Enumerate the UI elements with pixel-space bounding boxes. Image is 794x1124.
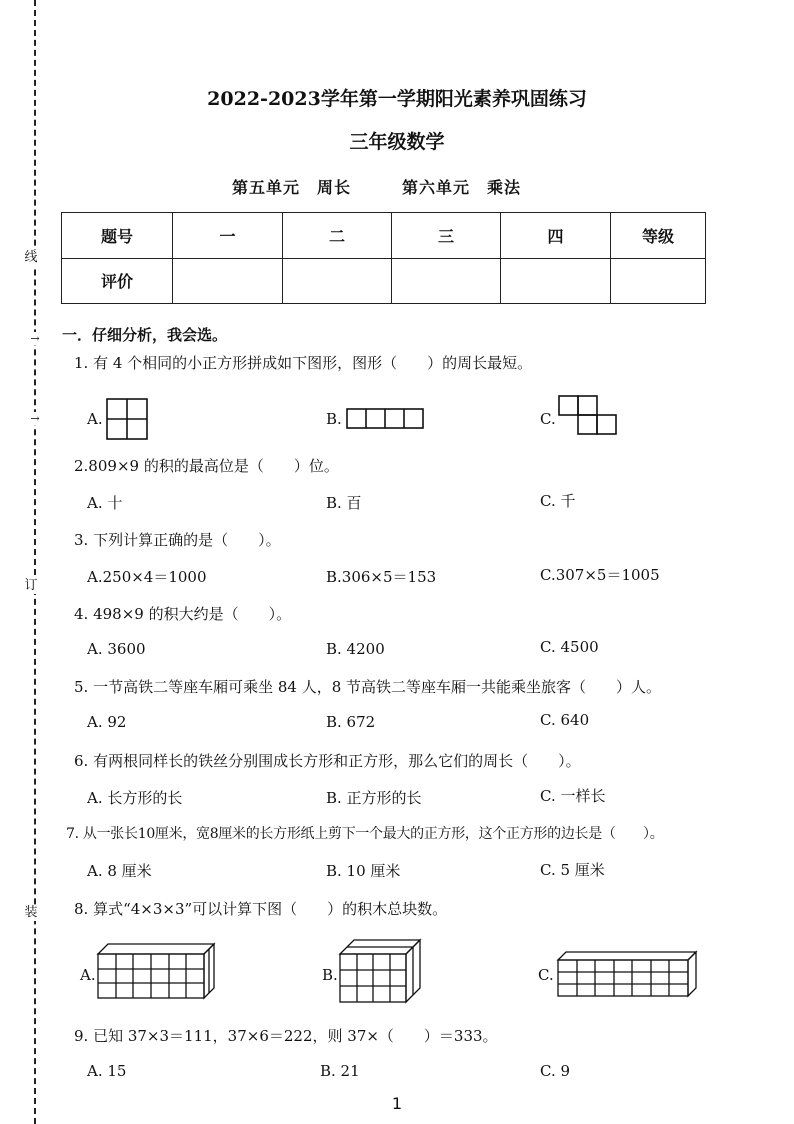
score-cell-header: 二 bbox=[283, 213, 392, 259]
q1-figure-b-row bbox=[346, 408, 426, 430]
question-4: 4. 498×9 的积大约是（ ）。 bbox=[74, 605, 292, 623]
q3-option-a: A.250×4＝1000 bbox=[87, 568, 207, 586]
q9-option-c: C. 9 bbox=[540, 1062, 571, 1080]
q1-option-c: C. bbox=[540, 410, 556, 428]
score-cell-empty bbox=[611, 258, 706, 304]
question-1: 1. 有 4 个相同的小正方形拼成如下图形，图形（ ）的周长最短。 bbox=[74, 354, 533, 372]
q8-option-c: C. bbox=[538, 966, 554, 984]
score-cell-header: 四 bbox=[501, 213, 611, 259]
binding-label-install: 装 bbox=[18, 905, 44, 921]
question-9: 9. 已知 37×3＝111，37×6＝222，则 37×（ ）＝333。 bbox=[74, 1027, 498, 1045]
binding-arrow-1: → bbox=[26, 332, 44, 345]
q8-figure-a-blocks bbox=[96, 942, 216, 1002]
score-cell-header: 等级 bbox=[611, 213, 706, 259]
q2-option-a: A. 十 bbox=[87, 494, 123, 512]
question-6: 6. 有两根同样长的铁丝分别围成长方形和正方形，那么它们的周长（ ）。 bbox=[74, 752, 581, 770]
page-number: 1 bbox=[391, 1094, 403, 1113]
q7-option-b: B. 10 厘米 bbox=[326, 862, 401, 880]
q2-option-b: B. 百 bbox=[326, 494, 362, 512]
q8-option-a: A. bbox=[80, 966, 96, 984]
q3-option-b: B.306×5＝153 bbox=[326, 568, 437, 586]
score-cell-empty bbox=[283, 258, 392, 304]
q7-option-a: A. 8 厘米 bbox=[87, 862, 152, 880]
score-cell-header: 一 bbox=[173, 213, 283, 259]
question-2: 2.809×9 的积的最高位是（ ）位。 bbox=[74, 457, 339, 475]
q6-option-b: B. 正方形的长 bbox=[326, 789, 422, 807]
q3-option-c: C.307×5＝1005 bbox=[540, 566, 660, 584]
score-cell-empty bbox=[173, 258, 283, 304]
q8-option-b: B. bbox=[322, 966, 338, 984]
q8-figure-c-blocks bbox=[556, 950, 698, 998]
binding-label-line: 线 bbox=[18, 250, 44, 266]
q1-figure-c-zigzag bbox=[558, 395, 620, 437]
q1-option-b: B. bbox=[326, 410, 342, 428]
q6-option-a: A. 长方形的长 bbox=[87, 789, 183, 807]
q5-option-a: A. 92 bbox=[87, 713, 127, 731]
q7-option-c: C. 5 厘米 bbox=[540, 861, 605, 879]
unit5-label: 第五单元 周长 bbox=[232, 178, 352, 197]
score-table-header-row bbox=[62, 213, 706, 259]
binding-arrow-2: → bbox=[26, 412, 44, 425]
page-subtitle: 三年级数学 bbox=[349, 131, 445, 153]
question-8: 8. 算式“4×3×3”可以计算下图（ ）的积木总块数。 bbox=[74, 900, 448, 918]
score-cell-empty bbox=[392, 258, 501, 304]
q1-option-a: A. bbox=[87, 410, 103, 428]
q5-option-b: B. 672 bbox=[326, 713, 376, 731]
question-3: 3. 下列计算正确的是（ ）。 bbox=[74, 531, 281, 549]
q5-option-c: C. 640 bbox=[540, 711, 590, 729]
question-5: 5. 一节高铁二等座车厢可乘坐 84 人，8 节高铁二等座车厢一共能乘坐旅客（ ）人。 bbox=[74, 678, 662, 696]
q1-figure-a-square bbox=[106, 398, 148, 440]
q6-option-c: C. 一样长 bbox=[540, 787, 606, 805]
q9-option-b: B. 21 bbox=[320, 1062, 360, 1080]
q8-figure-b-blocks bbox=[338, 938, 422, 1004]
q4-option-a: A. 3600 bbox=[87, 640, 146, 658]
question-7: 7. 从一张长10厘米，宽8厘米的长方形纸上剪下一个最大的正方形，这个正方形的边长是（ ）。 bbox=[66, 826, 664, 842]
score-cell-header: 三 bbox=[392, 213, 501, 259]
score-cell-empty bbox=[501, 258, 611, 304]
score-table-eval-row bbox=[62, 258, 706, 304]
binding-dashed-line bbox=[34, 0, 36, 1124]
q4-option-c: C. 4500 bbox=[540, 638, 599, 656]
q9-option-a: A. 15 bbox=[87, 1062, 127, 1080]
unit6-label: 第六单元 乘法 bbox=[402, 178, 522, 197]
q2-option-c: C. 千 bbox=[540, 492, 576, 510]
q4-option-b: B. 4200 bbox=[326, 640, 385, 658]
page-title: 2022-2023学年第一学期阳光素养巩固练习 bbox=[207, 88, 587, 110]
score-cell-label: 评价 bbox=[62, 258, 173, 304]
section-1-heading: 一．仔细分析，我会选。 bbox=[62, 326, 228, 344]
score-cell-header: 题号 bbox=[62, 213, 173, 259]
score-table bbox=[61, 212, 706, 304]
binding-label-bind: 订 bbox=[18, 578, 44, 594]
